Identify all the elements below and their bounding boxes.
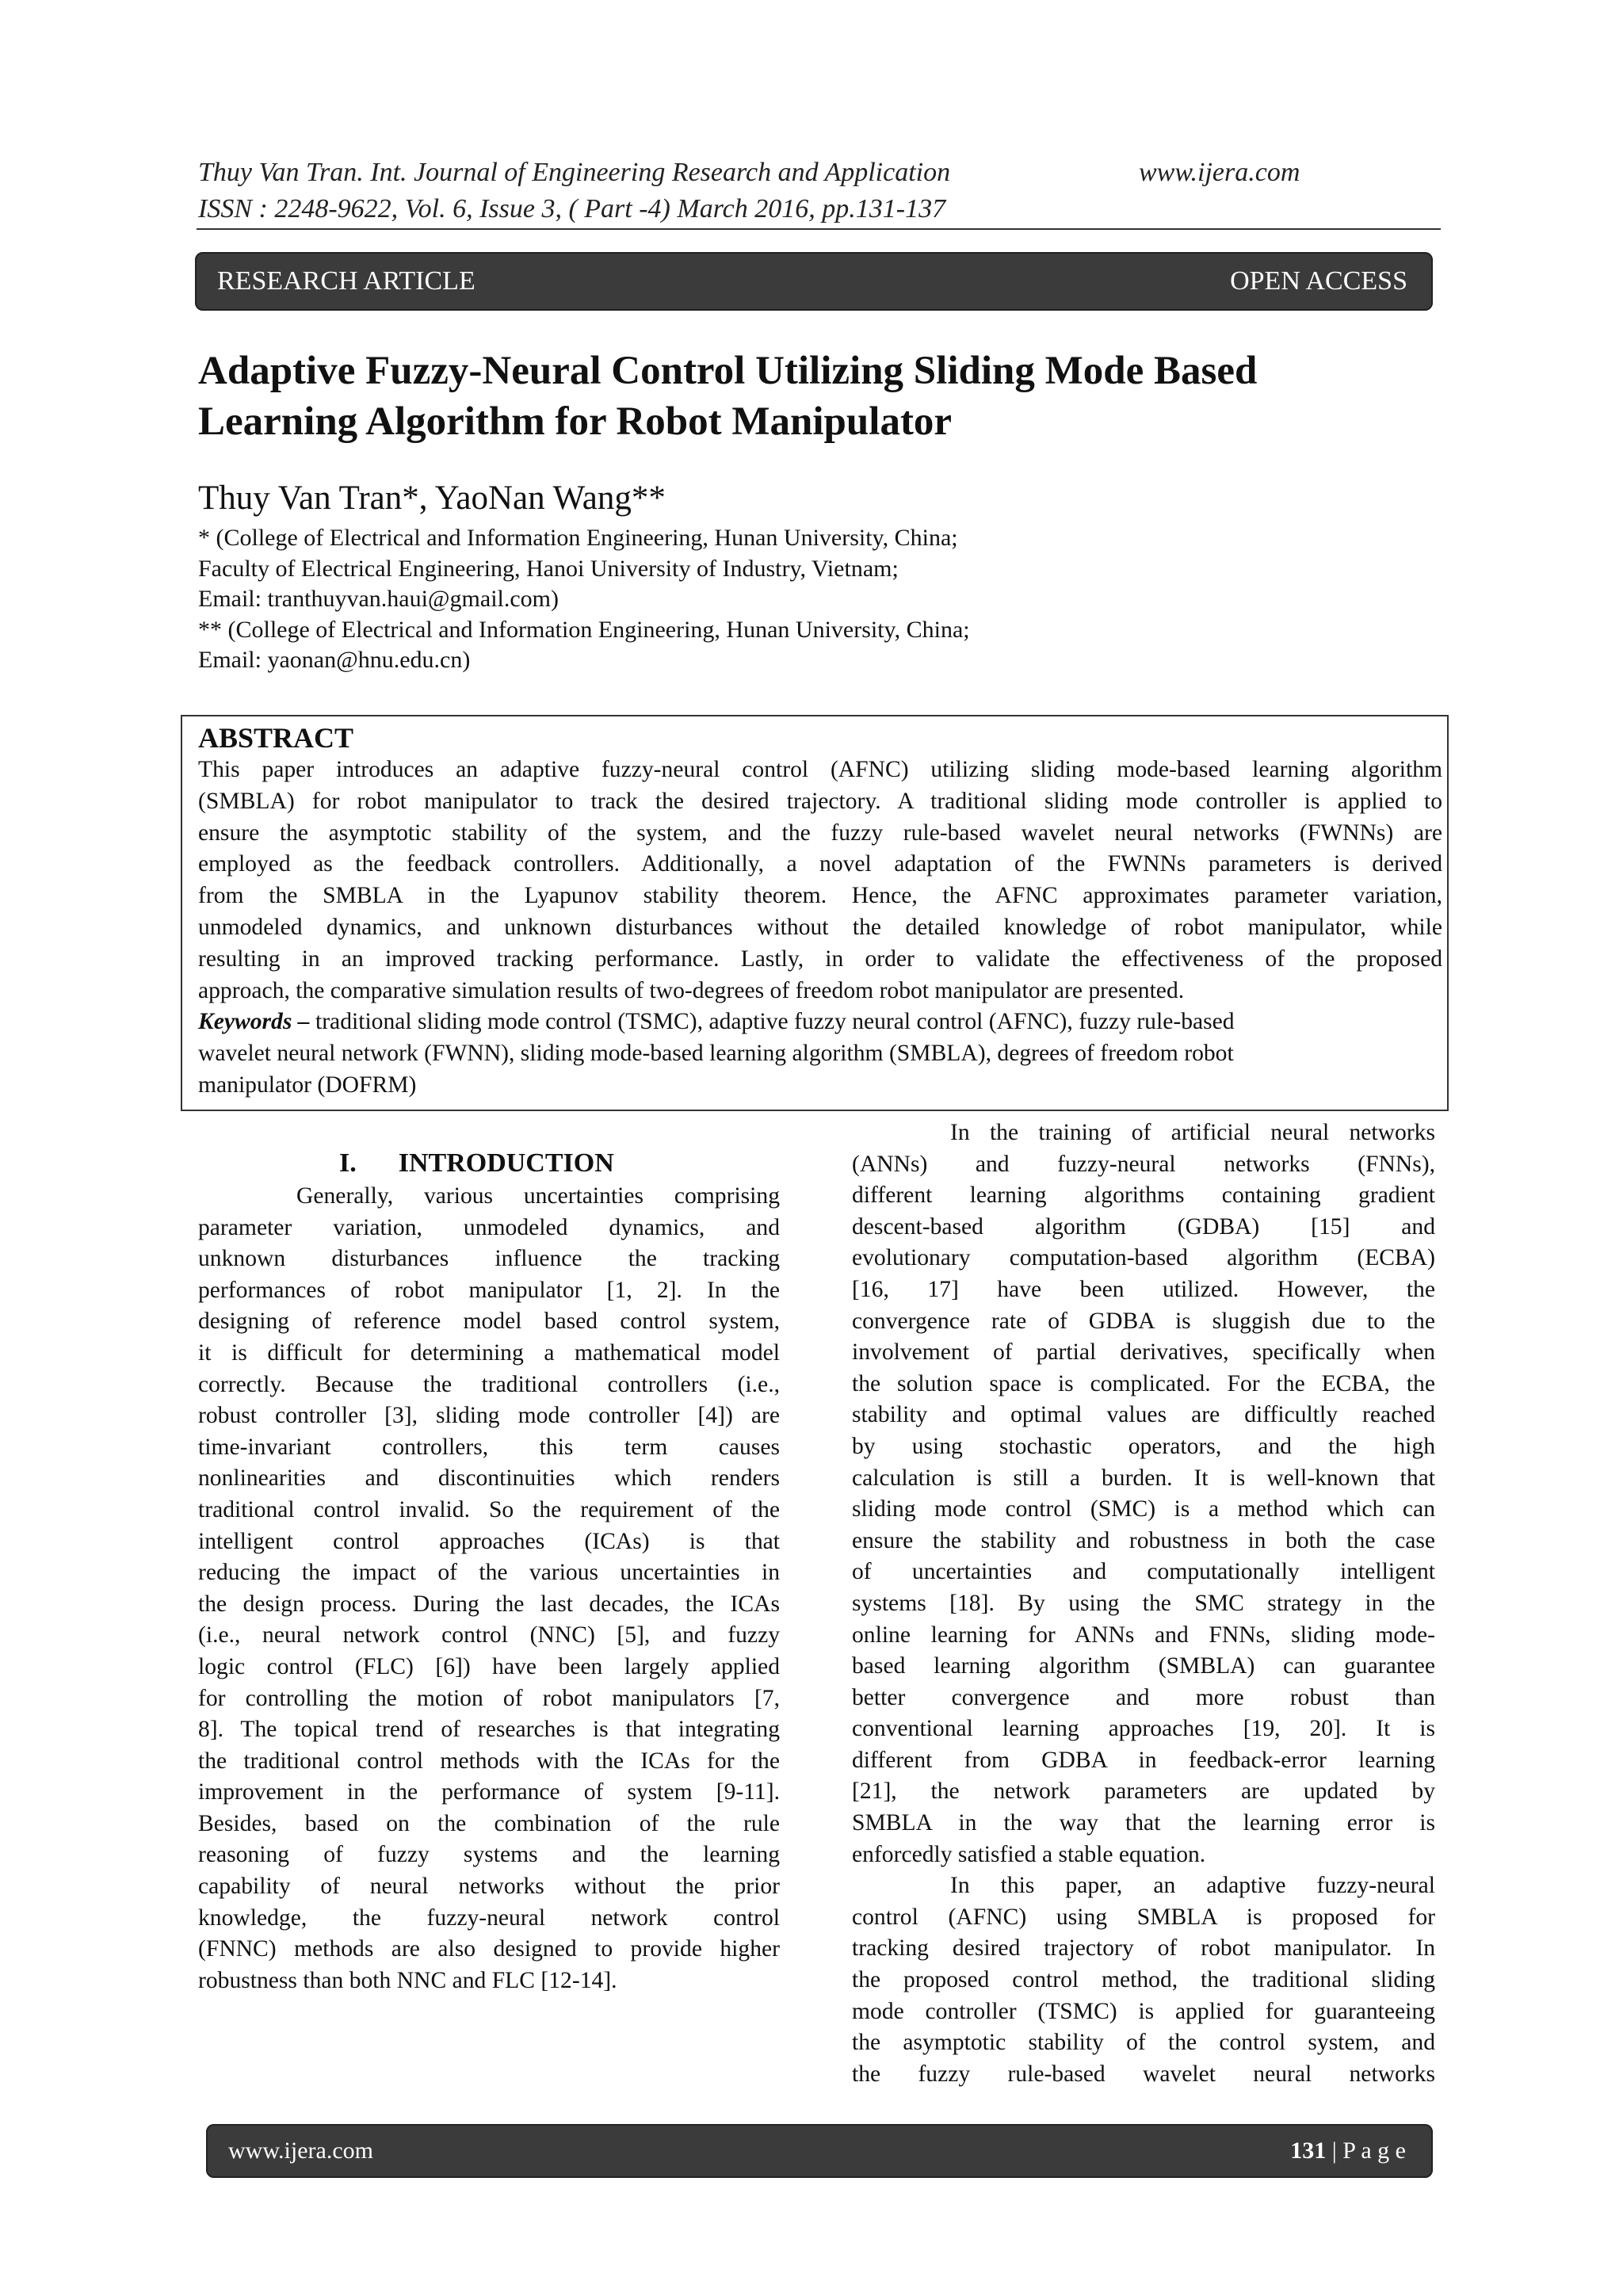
- abstract-line: unmodeled dynamics, and unknown disturbances without the detailed knowledge of robot manipulator, while: [198, 914, 1442, 940]
- abstract-line: (SMBLA) for robot manipulator to track the desired trajectory. A traditional sliding mode controller is applied to: [198, 788, 1442, 814]
- header-rule: [197, 228, 1441, 230]
- article-type-banner: [195, 252, 1433, 311]
- body-line: it is difficult for determining a mathematical model: [198, 1339, 780, 1366]
- body-line: different learning algorithms containing gradient: [852, 1182, 1435, 1209]
- affiliation-line: Email: yaonan@hnu.edu.cn): [198, 647, 471, 673]
- body-line: the proposed control method, the traditional sliding: [852, 1967, 1435, 1993]
- title-line: Adaptive Fuzzy-Neural Control Utilizing Sliding Mode Based: [198, 349, 1258, 393]
- body-line: correctly. Because the traditional controllers (i.e.,: [198, 1371, 780, 1397]
- affiliation-line: Email: tranthuyvan.haui@gmail.com): [198, 586, 559, 612]
- body-line: unknown disturbances influence the tracking: [198, 1246, 780, 1272]
- body-line: online learning for ANNs and FNNs, sliding mode-: [852, 1622, 1435, 1648]
- body-line: reasoning of fuzzy systems and the learning: [198, 1842, 780, 1868]
- page-label: | P a g e: [1331, 2137, 1406, 2164]
- footer-bar: [206, 2124, 1433, 2178]
- abstract-heading: ABSTRACT: [198, 722, 354, 754]
- open-access-label: OPEN ACCESS: [1230, 266, 1407, 296]
- section-number: I.: [339, 1148, 357, 1178]
- body-line: enforcedly satisfied a stable equation.: [852, 1841, 1206, 1867]
- body-line: of uncertainties and computationally intelligent: [852, 1559, 1435, 1585]
- affiliation-line: ** (College of Electrical and Information Engineering, Hunan University, China;: [198, 616, 970, 643]
- abstract-line: resulting in an improved tracking performance. Lastly, in order to validate the effectiveness of the proposed: [198, 946, 1442, 972]
- journal-website[interactable]: www.ijera.com: [1139, 158, 1300, 187]
- body-line: descent-based algorithm (GDBA) [15] and: [852, 1213, 1435, 1240]
- title-line: Learning Algorithm for Robot Manipulator: [198, 399, 953, 444]
- abstract-line: employed as the feedback controllers. Additionally, a novel adaptation of the FWNNs parameters is derived: [198, 851, 1442, 877]
- body-line: [16, 17] have been utilized. However, the: [852, 1276, 1435, 1302]
- body-line: robustness than both NNC and FLC [12-14].: [198, 1967, 617, 1993]
- body-line: involvement of partial derivatives, specifically when: [852, 1339, 1435, 1366]
- authors: Thuy Van Tran*, YaoNan Wang**: [198, 479, 666, 517]
- abstract-line: approach, the comparative simulation results of two-degrees of freedom robot manipulator are presented.: [198, 977, 1185, 1003]
- abstract: [198, 721, 1442, 1102]
- body-line: nonlinearities and discontinuities which renders: [198, 1465, 780, 1492]
- body-line: by using stochastic operators, and the high: [852, 1433, 1435, 1459]
- body-line: 8]. The topical trend of researches is that integrating: [198, 1717, 780, 1743]
- abstract-body: [198, 755, 1442, 1102]
- body-line: designing of reference model based control system,: [198, 1308, 780, 1335]
- paper-title: [198, 346, 1466, 447]
- keywords-line: manipulator (DOFRM): [198, 1072, 417, 1098]
- keywords-line: [198, 1007, 1442, 1038]
- body-line: knowledge, the fuzzy-neural network control: [198, 1904, 780, 1931]
- abstract-line: from the SMBLA in the Lyapunov stability theorem. Hence, the AFNC approximates parameter variation,: [198, 883, 1442, 909]
- body-line: the traditional control methods with the ICAs for the: [198, 1748, 780, 1774]
- body-line: conventional learning approaches [19, 20]. It is: [852, 1716, 1435, 1742]
- page-indicator: [1290, 2137, 1406, 2164]
- intro-column-right: [852, 1117, 1435, 2090]
- body-line: evolutionary computation-based algorithm (ECBA): [852, 1245, 1435, 1271]
- body-line: capability of neural networks without the prior: [198, 1874, 780, 1900]
- body-line: different from GDBA in feedback-error learning: [852, 1747, 1435, 1773]
- page-number: 131: [1290, 2137, 1327, 2164]
- body-line: In this paper, an adaptive fuzzy-neural: [950, 1873, 1435, 1899]
- body-line: the solution space is complicated. For the ECBA, the: [852, 1370, 1435, 1396]
- body-line: (ANNs) and fuzzy-neural networks (FNNs),: [852, 1151, 1435, 1177]
- body-line: stability and optimal values are difficultly reached: [852, 1402, 1435, 1428]
- body-line: ensure the stability and robustness in both the case: [852, 1527, 1435, 1553]
- affiliations: [198, 523, 970, 676]
- keywords-label: Keywords –: [198, 1009, 310, 1035]
- body-line: traditional control invalid. So the requirement of the: [198, 1496, 780, 1522]
- body-line: the fuzzy rule-based wavelet neural networks: [852, 2061, 1435, 2087]
- issn-line: ISSN : 2248-9622, Vol. 6, Issue 3, ( Part -4) March 2016, pp.131-137: [198, 194, 946, 223]
- keywords-line: wavelet neural network (FWNN), sliding mode-based learning algorithm (SMBLA), degrees of freedom robot: [198, 1041, 1234, 1067]
- body-line: tracking desired trajectory of robot manipulator. In: [852, 1935, 1435, 1962]
- body-line: [21], the network parameters are updated by: [852, 1778, 1435, 1805]
- body-line: Besides, based on the combination of the rule: [198, 1810, 780, 1836]
- body-line: logic control (FLC) [6]) have been largely applied: [198, 1653, 780, 1679]
- body-line: time-invariant controllers, this term causes: [198, 1434, 780, 1460]
- affiliation-line: Faculty of Electrical Engineering, Hanoi University of Industry, Vietnam;: [198, 555, 899, 582]
- keywords-text: traditional sliding mode control (TSMC), adaptive fuzzy neural control (AFNC), fuzzy rule-based: [315, 1009, 1235, 1035]
- body-line: the design process. During the last decades, the ICAs: [198, 1591, 780, 1617]
- journal-line: Thuy Van Tran. Int. Journal of Engineering Research and Application: [198, 158, 951, 187]
- body-line: for controlling the motion of robot manipulators [7,: [198, 1685, 780, 1711]
- body-line: SMBLA in the way that the learning error is: [852, 1810, 1435, 1836]
- body-line: mode controller (TSMC) is applied for guaranteeing: [852, 1998, 1435, 2024]
- body-line: better convergence and more robust than: [852, 1684, 1435, 1710]
- body-line: parameter variation, unmodeled dynamics, and: [198, 1214, 780, 1240]
- body-line: intelligent control approaches (ICAs) is that: [198, 1528, 780, 1554]
- body-line: sliding mode control (SMC) is a method which can: [852, 1496, 1435, 1522]
- abstract-line: This paper introduces an adaptive fuzzy-neural control (AFNC) utilizing sliding mode-based learning algorithm: [198, 757, 1442, 782]
- body-line: based learning algorithm (SMBLA) can guarantee: [852, 1653, 1435, 1679]
- body-line: (FNNC) methods are also designed to provide higher: [198, 1936, 780, 1962]
- abstract-line: ensure the asymptotic stability of the system, and the fuzzy rule-based wavelet neural networks (FWNNs) are: [198, 819, 1442, 846]
- intro-column-left: [198, 1181, 780, 1996]
- body-line: control (AFNC) using SMBLA is proposed for: [852, 1904, 1435, 1930]
- body-line: calculation is still a burden. It is well-known that: [852, 1465, 1435, 1491]
- body-line: the asymptotic stability of the control system, and: [852, 2030, 1435, 2056]
- body-line: robust controller [3], sliding mode controller [4]) are: [198, 1403, 780, 1429]
- body-line: reducing the impact of the various uncertainties in: [198, 1560, 780, 1586]
- intro-heading: [339, 1148, 614, 1179]
- body-line: convergence rate of GDBA is sluggish due to the: [852, 1308, 1435, 1334]
- footer-website[interactable]: www.ijera.com: [228, 2137, 373, 2164]
- body-line: systems [18]. By using the SMC strategy in the: [852, 1590, 1435, 1616]
- article-type-label: RESEARCH ARTICLE: [217, 266, 475, 296]
- body-line: In the training of artificial neural networks: [950, 1120, 1435, 1145]
- body-line: performances of robot manipulator [1, 2]. In the: [198, 1277, 780, 1303]
- body-line: Generally, various uncertainties comprising: [296, 1183, 780, 1209]
- body-line: (i.e., neural network control (NNC) [5], and fuzzy: [198, 1622, 780, 1648]
- affiliation-line: * (College of Electrical and Information Engineering, Hunan University, China;: [198, 525, 958, 551]
- body-line: improvement in the performance of system [9-11].: [198, 1779, 780, 1805]
- section-title: INTRODUCTION: [398, 1148, 614, 1178]
